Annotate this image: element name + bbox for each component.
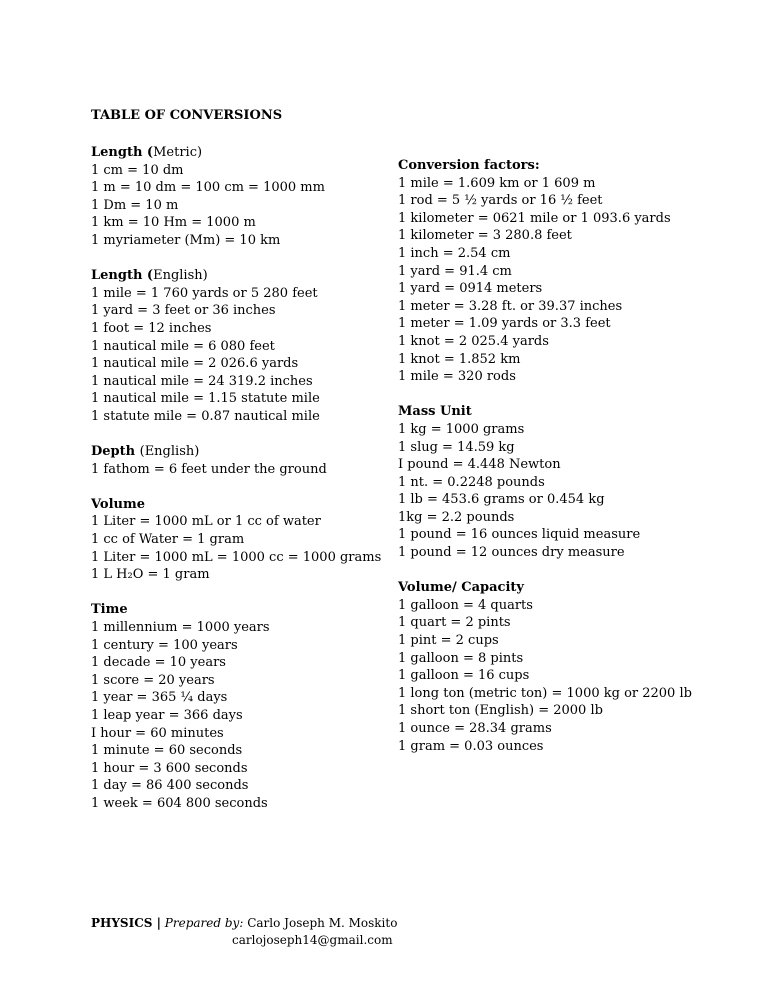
conversion-line: 1 inch = 2.54 cm xyxy=(398,245,511,261)
section-heading-volume-capacity: Volume/ Capacity xyxy=(398,580,524,596)
conversion-line: 1 Liter = 1000 mL = 1000 cc = 1000 grams xyxy=(91,549,382,565)
footer-email[interactable]: carlojoseph14@gmail.com xyxy=(232,933,393,947)
conversion-line: 1 yard = 3 feet or 36 inches xyxy=(91,303,276,319)
footer-subject: PHYSICS | xyxy=(91,916,161,930)
conversion-line: 1 millennium = 1000 years xyxy=(91,620,270,636)
conversion-line: 1 kilometer = 3 280.8 feet xyxy=(398,228,572,244)
conversion-line: I pound = 4.448 Newton xyxy=(398,457,561,473)
conversion-line: 1kg = 2.2 pounds xyxy=(398,509,515,525)
conversion-line: 1 lb = 453.6 grams or 0.454 kg xyxy=(398,492,605,508)
section-heading-volume: Volume xyxy=(91,496,145,512)
conversion-line: 1 score = 20 years xyxy=(91,672,215,688)
conversion-line: 1 galloon = 4 quarts xyxy=(398,597,533,613)
conversion-line: 1 ounce = 28.34 grams xyxy=(398,721,552,736)
conversion-line: 1 meter = 1.09 yards or 3.3 feet xyxy=(398,316,611,332)
conversion-line: 1 galloon = 16 cups xyxy=(398,668,530,684)
conversion-line: 1 Liter = 1000 mL or 1 cc of water xyxy=(91,514,321,530)
section-spacer xyxy=(398,386,692,404)
conversion-line: 1 mile = 320 rods xyxy=(398,369,516,385)
conversion-line: 1 pound = 16 ounces liquid measure xyxy=(398,527,641,543)
section-spacer xyxy=(398,562,692,580)
conversion-line: 1 statute mile = 0.87 nautical mile xyxy=(91,408,320,424)
conversion-line: 1 decade = 10 years xyxy=(91,655,226,671)
conversion-line: 1 knot = 1.852 km xyxy=(398,351,521,367)
section-heading-conversion-factors: Conversion factors: xyxy=(398,158,540,173)
conversion-line: 1 foot = 12 inches xyxy=(91,320,212,336)
page-title: TABLE OF CONVERSIONS xyxy=(91,108,283,123)
conversion-line: 1 Dm = 10 m xyxy=(91,197,179,213)
left-column xyxy=(91,144,381,813)
conversion-line: 1 yard = 91.4 cm xyxy=(398,263,512,279)
conversion-line: 1 nautical mile = 1.15 statute mile xyxy=(91,391,320,407)
conversion-line: 1 mile = 1.609 km or 1 609 m xyxy=(398,175,596,191)
conversion-line: 1 km = 10 Hm = 1000 m xyxy=(91,215,256,231)
conversion-line: 1 nautical mile = 24 319.2 inches xyxy=(91,373,313,389)
conversion-line: 1 day = 86 400 seconds xyxy=(91,778,249,794)
conversion-line: 1 cc of Water = 1 gram xyxy=(91,532,245,548)
conversion-line: 1 meter = 3.28 ft. or 39.37 inches xyxy=(398,298,623,314)
section-heading-mass-unit: Mass Unit xyxy=(398,404,472,420)
conversion-line: 1 pint = 2 cups xyxy=(398,633,499,649)
conversion-line: 1 leap year = 366 days xyxy=(91,708,243,723)
conversion-line: 1 rod = 5 ½ yards or 16 ½ feet xyxy=(398,193,603,209)
conversion-line: 1 cm = 10 dm xyxy=(91,162,184,178)
conversion-line: 1 myriameter (Mm) = 10 km xyxy=(91,232,281,248)
section-heading-depth-english: Depth (English) xyxy=(91,444,200,460)
conversion-line: 1 pound = 12 ounces dry measure xyxy=(398,545,625,561)
conversion-line: 1 gram = 0.03 ounces xyxy=(398,738,544,754)
conversion-line: 1 kg = 1000 grams xyxy=(398,421,525,437)
section-spacer xyxy=(91,250,381,268)
footer xyxy=(91,915,397,949)
section-spacer xyxy=(91,478,381,496)
conversion-line: 1 century = 100 years xyxy=(91,637,238,653)
conversion-line: 1 kilometer = 0621 mile or 1 093.6 yards xyxy=(398,210,671,226)
conversion-line: 1 fathom = 6 feet under the ground xyxy=(91,461,327,477)
section-heading-length-english: Length (English) xyxy=(91,268,208,284)
footer-author: Carlo Joseph M. Moskito xyxy=(247,916,398,930)
section-heading-length-metric: Length (Metric) xyxy=(91,145,203,160)
section-spacer xyxy=(91,426,381,444)
footer-prepared-label: Prepared by: xyxy=(164,916,244,930)
conversion-line: 1 nautical mile = 2 026.6 yards xyxy=(91,356,299,372)
conversion-line: 1 nt. = 0.2248 pounds xyxy=(398,474,545,490)
conversion-line: 1 mile = 1 760 yards or 5 280 feet xyxy=(91,285,318,301)
section-spacer xyxy=(91,584,381,602)
conversion-line: 1 week = 604 800 seconds xyxy=(91,795,268,811)
conversion-line: 1 long ton (metric ton) = 1000 kg or 2200 lb xyxy=(398,685,692,701)
conversion-line: 1 knot = 2 025.4 yards xyxy=(398,333,549,349)
section-heading-time: Time xyxy=(91,602,128,618)
conversion-line: I hour = 60 minutes xyxy=(91,725,224,741)
conversion-line: 1 nautical mile = 6 080 feet xyxy=(91,338,275,354)
conversion-line: 1 year = 365 ¼ days xyxy=(91,690,228,706)
conversion-line: 1 yard = 0914 meters xyxy=(398,281,543,297)
conversion-line: 1 hour = 3 600 seconds xyxy=(91,760,248,776)
conversion-line: 1 slug = 14.59 kg xyxy=(398,439,515,455)
conversion-line: 1 galloon = 8 pints xyxy=(398,650,524,666)
footer-credit-line xyxy=(91,915,397,932)
conversion-line: 1 quart = 2 pints xyxy=(398,615,511,631)
conversion-line: 1 m = 10 dm = 100 cm = 1000 mm xyxy=(91,180,325,196)
right-column xyxy=(398,157,692,755)
conversion-line: 1 minute = 60 seconds xyxy=(91,743,243,759)
conversion-line: 1 short ton (English) = 2000 lb xyxy=(398,703,603,719)
conversion-line: 1 L H₂O = 1 gram xyxy=(91,567,210,583)
